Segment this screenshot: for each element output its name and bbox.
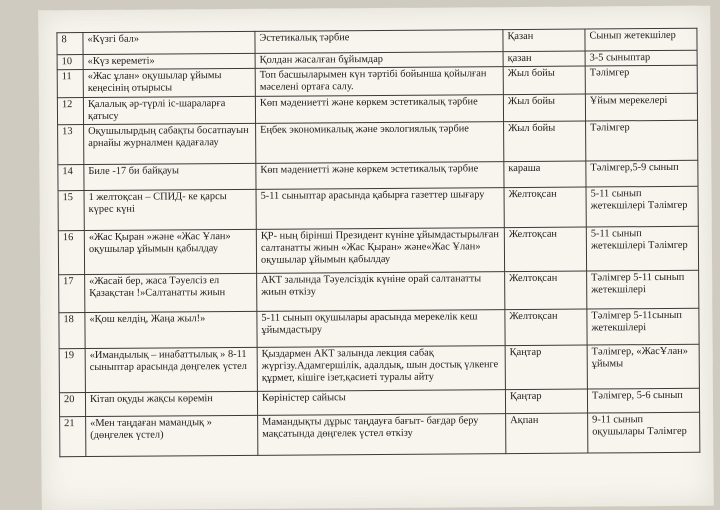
table-row bbox=[58, 186, 698, 230]
event-name: «Имандылық – инабаттылық » 8-11 сыныптар арасында дөңгелек үстел bbox=[85, 347, 257, 392]
row-number: 14 bbox=[58, 165, 84, 191]
row-number: 12 bbox=[57, 98, 83, 125]
table-row bbox=[59, 270, 699, 312]
event-description: Көп мәдениетті және көркем эстетикалық тәрбие bbox=[256, 162, 504, 190]
table-row bbox=[60, 412, 700, 456]
event-name: Биле -17 би байқауы bbox=[84, 163, 256, 190]
event-name: «Жасай бер, жаса Тәуелсіз ел Қазақстан !»Салтанатты жиын bbox=[85, 273, 257, 312]
table-row bbox=[58, 226, 698, 274]
responsible: 9-11 сынып оқушылары Тәлімгер bbox=[588, 412, 700, 453]
row-number: 20 bbox=[59, 393, 85, 417]
event-date: Желтоқсан bbox=[505, 271, 587, 310]
event-description: 5-11 сыныптар арасында қабырға газеттер шығару bbox=[256, 188, 504, 230]
row-number: 18 bbox=[59, 313, 85, 349]
row-number: 19 bbox=[59, 349, 85, 393]
responsible: 5-11 сынып жетекшілері Тәлімгер bbox=[586, 226, 698, 271]
event-name: «Күз кереметі» bbox=[83, 53, 255, 69]
row-number: 21 bbox=[60, 417, 86, 457]
table-body bbox=[57, 28, 700, 456]
event-description: Қолдан жасалған бұйымдар bbox=[255, 52, 503, 69]
event-description: 5-11 сынып оқушылары арасында мерекелік кеш ұйымдастыру bbox=[257, 310, 505, 348]
responsible: Тәлімгер 5-11сынып жетекшілері bbox=[587, 308, 699, 345]
event-description: Көріністер сайысы bbox=[257, 390, 505, 416]
event-name: 1 желтоқсан – СПИД- ке қарсы күрес күні bbox=[84, 189, 256, 230]
event-description: Топ басшыларымен күн тәртібі бойынша қойылған мәселені ортаға салу. bbox=[255, 67, 503, 97]
table-row bbox=[59, 308, 699, 348]
row-number: 15 bbox=[58, 191, 84, 231]
event-date: Қазан bbox=[503, 29, 585, 52]
responsible: Тәлімгер bbox=[586, 120, 698, 161]
event-plan-table bbox=[56, 28, 700, 457]
table-row bbox=[59, 344, 699, 392]
event-date: Қаңтар bbox=[505, 345, 587, 390]
event-date: қазан bbox=[503, 51, 585, 67]
responsible: Тәлімгер, 5-6 сынып bbox=[587, 388, 699, 413]
event-name: Кітап оқуды жақсы көремін bbox=[85, 391, 257, 416]
event-date: Желтоқсан bbox=[504, 187, 586, 228]
event-name: «Мен таңдаған мамандық » (дөңгелек үстел) bbox=[86, 415, 258, 456]
event-date: Желтоқсан bbox=[505, 309, 587, 346]
event-description: Эстетикалық тәрбие bbox=[255, 30, 503, 54]
responsible: Сынып жетекшілер bbox=[585, 28, 697, 51]
event-name: Қалалық әр-түрлі іс-шараларға қатысу bbox=[83, 96, 255, 124]
event-date: Желтоқсан bbox=[504, 227, 586, 272]
event-description: Мамандықты дұрыс таңдауға бағыт- бағдар беру мақсатында дөңгелек үстел өткізу bbox=[258, 414, 506, 456]
event-description: ҚР- ның бірінші Президент күніне ұйымдастырылған салтанатты жиын «Жас Қыран» және«Жас Ұлан» оқушылар ұйымын қабылдау bbox=[256, 228, 504, 274]
event-description: Қыздармен АКТ залында лекция сабақ жүргізу.Адамгершілік, адалдық, шын достық үлкенге құрмет, кішіге ізет,қасиеті туралы айту bbox=[257, 346, 505, 392]
row-number: 8 bbox=[57, 33, 83, 55]
event-name: «Жас Қыран »және «Жас Ұлан» оқушылар ұйымын қабылдау bbox=[84, 229, 256, 274]
event-description: АКТ залында Тәуелсіздік күніне орай салтанатты жиын өткізу bbox=[257, 272, 505, 312]
responsible: 3-5 сыныптар bbox=[585, 50, 697, 66]
row-number: 17 bbox=[59, 275, 85, 313]
event-date: Жыл бойы bbox=[503, 66, 585, 95]
responsible: Тәлімгер, «ЖасҰлан» ұйымы bbox=[587, 344, 699, 389]
row-number: 10 bbox=[57, 55, 83, 70]
event-description: Еңбек экономикалық және экологиялық тәрбие bbox=[256, 122, 504, 164]
event-name: «Жас ұлан» оқушылар ұйымы кеңесінің отырысы bbox=[83, 68, 255, 97]
responsible: 5-11 сынып жетекшілері Тәлімгер bbox=[586, 186, 698, 227]
table-row bbox=[57, 65, 697, 97]
event-date: Жыл бойы bbox=[503, 94, 585, 122]
event-name: «Күзгі бал» bbox=[83, 31, 255, 54]
responsible: Тәлімгер,5-9 сынып bbox=[586, 160, 698, 187]
row-number: 13 bbox=[58, 125, 84, 165]
event-date: караша bbox=[504, 161, 586, 188]
event-description: Көп мәдениетті және көркем эстетикалық тәрбие bbox=[255, 95, 503, 124]
table-row bbox=[58, 120, 698, 164]
responsible: Тәлімгер 5-11 сынып жетекшілері bbox=[587, 270, 699, 309]
event-date: Ақпан bbox=[506, 413, 588, 454]
scanned-page bbox=[38, 6, 713, 510]
responsible: Тәлімгер bbox=[585, 65, 697, 94]
event-date: Қаңтар bbox=[505, 389, 587, 414]
row-number: 16 bbox=[58, 231, 84, 275]
responsible: Ұйым мерекелері bbox=[585, 93, 697, 121]
event-name: «Қош келдің, Жаңа жыл!» bbox=[85, 311, 257, 348]
row-number: 11 bbox=[57, 70, 83, 98]
event-date: Жыл бойы bbox=[504, 121, 586, 162]
event-name: Оқушылырдың сабақты босатпауын арнайы журналмен қадағалау bbox=[84, 123, 256, 164]
